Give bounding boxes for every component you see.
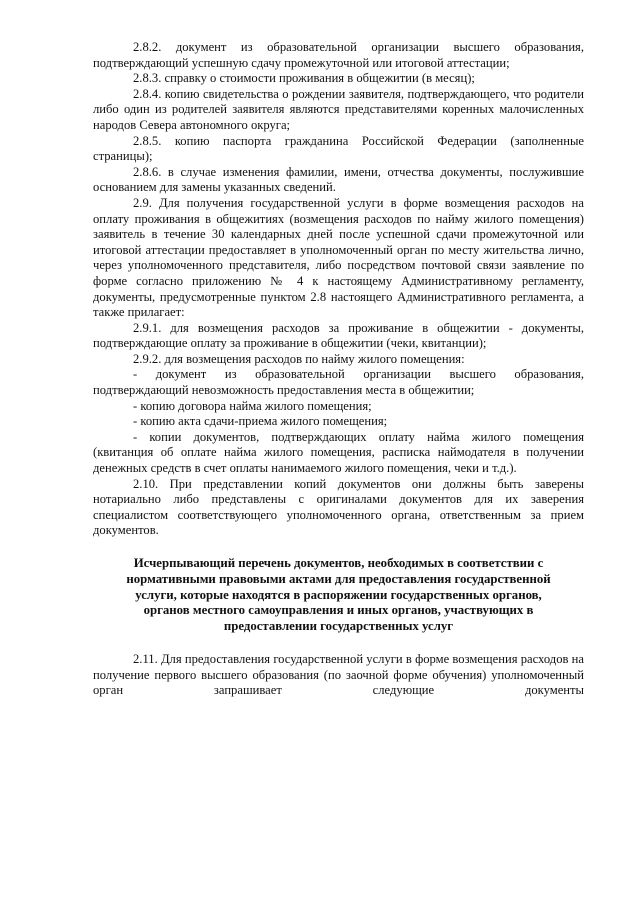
paragraph-2-8-3: 2.8.3. справку о стоимости проживания в общежитии (в месяц);	[133, 71, 475, 86]
list-item-handover-act: - копию акта сдачи-приема жилого помещения;	[133, 414, 388, 429]
list-item-payment-documents: - копии документов, подтверждающих оплату найма жилого помещения (квитанция об оплате найма жилого помещения, расписка наймодателя в получении денежных средств в счет оплаты нанимаемого жилого помещения, чеки и т.д.).	[93, 429, 584, 476]
list-item-university-document: - документ из образовательной организации высшего образования, подтверждающий невозможность предоставления места в общежитии;	[93, 367, 584, 398]
paragraph-2-9-1: 2.9.1. для возмещения расходов за проживание в общежитии - документы, подтверждающие оплату за проживание в общежитии (чеки, квитанции);	[93, 320, 584, 351]
paragraph-2-10: 2.10. При представлении копий документов они должны быть заверены нотариально либо представлены с оригиналами документов для их заверения специалистом соответствующего уполномоченного органа, ответственным за прием документов.	[93, 476, 584, 538]
section-spacer-top	[93, 539, 584, 556]
document-page	[93, 40, 584, 699]
paragraph-2-8-2: 2.8.2. документ из образовательной организации высшего образования, подтверждающий успешную сдачу промежуточной или итоговой аттестации;	[93, 40, 584, 70]
paragraph-2-11: 2.11. Для предоставления государственной услуги в форме возмещения расходов на получение первого высшего образования (по заочной форме обучения) уполномоченный орган запрашивает следующие документы	[93, 651, 584, 698]
paragraph-2-8-4: 2.8.4. копию свидетельства о рождении заявителя, подтверждающего, что родители либо один из родителей заявителя являются представителями коренных малочисленных народов Севера автономного округа;	[93, 86, 584, 132]
section-heading-line-5: предоставлении государственных услуг	[223, 619, 454, 634]
section-heading-line-4: органов местного самоуправления и иных органов, участвующих в	[143, 603, 534, 618]
section-heading	[93, 556, 584, 635]
section-heading-line-3: услуги, которые находятся в распоряжении государственных органов,	[135, 587, 542, 602]
paragraph-2-8-6: 2.8.6. в случае изменения фамилии, имени, отчества документы, послужившие основанием для замены указанных сведений.	[93, 164, 584, 195]
list-item-lease-contract: - копию договора найма жилого помещения;	[133, 398, 372, 413]
paragraph-2-8-5: 2.8.5. копию паспорта гражданина Российской Федерации (заполненные страницы);	[93, 133, 584, 164]
section-heading-line-2: нормативными правовыми актами для предоставления государственной	[126, 571, 551, 586]
paragraph-2-9: 2.9. Для получения государственной услуги в форме возмещения расходов на оплату проживания в общежитиях (возмещения расходов по найму жилого помещения) заявитель в течение 30 календарных дней после успешной сдачи промежуточной или итоговой аттестации предоставляет в уполномоченный орган по месту жительства лично, через уполномоченного представителя, либо посредством почтовой связи заявление по форме согласно приложению № 4 к настоящему Административному регламенту, документы, предусмотренные пунктом 2.8 настоящего Административного регламента, а также прилагает:	[93, 195, 584, 320]
section-heading-line-1: Исчерпывающий перечень документов, необходимых в соответствии с	[133, 556, 544, 570]
paragraph-2-9-2: 2.9.2. для возмещения расходов по найму жилого помещения:	[133, 351, 465, 366]
section-spacer-bottom	[93, 635, 584, 652]
